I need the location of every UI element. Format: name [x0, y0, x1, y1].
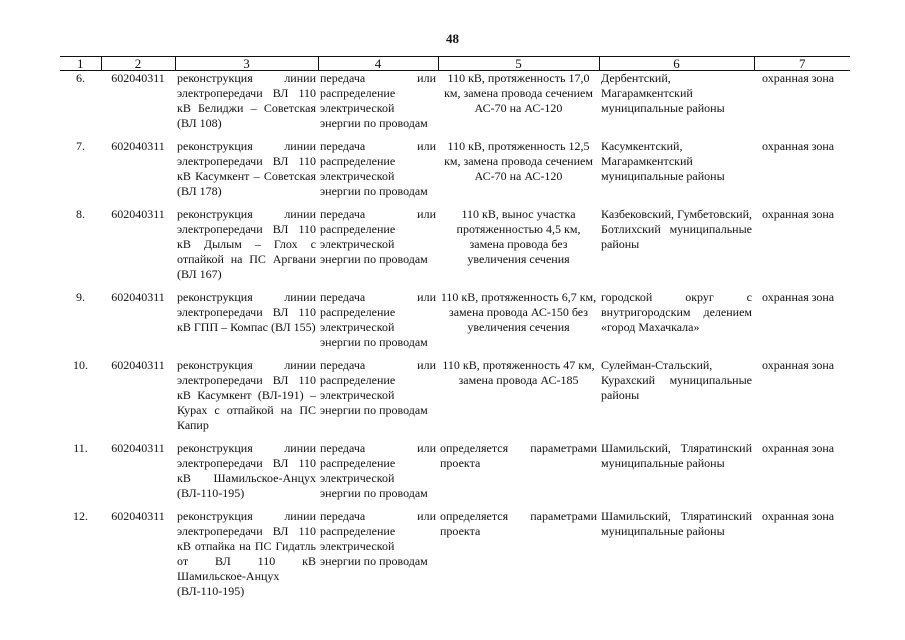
column-header: 4	[318, 57, 438, 71]
object-code: 602040311	[111, 71, 165, 85]
object-purpose: передача или распределение электрической энергии по проводам	[320, 139, 436, 198]
object-code: 602040311	[111, 358, 165, 372]
table-row	[60, 509, 850, 599]
object-location: Касумкентский, Магарамкентский муниципальные районы	[601, 139, 725, 183]
object-purpose: передача или распределение электрической энергии по проводам	[320, 509, 436, 568]
object-parameters: 110 кВ, протяженность 6,7 км, замена провода АС-150 без увеличения сечения	[440, 290, 597, 334]
object-purpose: передача или распределение электрической энергии по проводам	[320, 290, 436, 349]
object-name: реконструкция линии электропередачи ВЛ 110 кВ Шамильское-Анцух (ВЛ-110-195)	[177, 441, 316, 500]
object-location: Шамильский, Тляратинский муниципальные районы	[601, 509, 752, 538]
object-purpose: передача или распределение электрической энергии по проводам	[320, 207, 436, 266]
object-code: 602040311	[111, 290, 165, 304]
object-code: 602040311	[111, 441, 165, 455]
zone-type: охранная зона	[762, 509, 835, 523]
object-code: 602040311	[111, 207, 165, 221]
column-header: 2	[101, 57, 175, 71]
table-row	[60, 207, 850, 282]
object-name: реконструкция линии электропередачи ВЛ 110 кВ ГПП – Компас (ВЛ 155)	[177, 290, 316, 334]
row-number: 6.	[76, 71, 85, 85]
object-location: Шамильский, Тляратинский муниципальные районы	[601, 441, 752, 470]
zone-type: охранная зона	[762, 441, 835, 455]
object-parameters: 110 кВ, протяженность 17,0 км, замена провода сечением АС-70 на АС-120	[444, 71, 593, 115]
table-row	[60, 441, 850, 501]
object-parameters: 110 кВ, протяженность 47 км, замена провода АС-185	[442, 358, 595, 387]
column-header: 5	[438, 57, 599, 71]
page-number: 48	[446, 31, 459, 46]
row-number: 9.	[76, 290, 85, 304]
object-location: Казбековский, Гумбетовский, Ботлихский муниципальные районы	[601, 207, 752, 251]
column-header: 7	[754, 57, 850, 71]
object-purpose: передача или распределение электрической энергии по проводам	[320, 71, 436, 130]
object-purpose: передача или распределение электрической энергии по проводам	[320, 441, 436, 500]
zone-type: охранная зона	[762, 139, 835, 153]
object-name: реконструкция линии электропередачи ВЛ 110 кВ Белиджи – Советская (ВЛ 108)	[177, 71, 316, 130]
object-code: 602040311	[111, 139, 165, 153]
object-parameters: определяется параметрами проекта	[440, 509, 597, 538]
row-number: 10.	[73, 358, 88, 372]
object-parameters: 110 кВ, протяженность 12,5 км, замена провода сечением АС-70 на АС-120	[444, 139, 593, 183]
table-row	[60, 71, 850, 132]
zone-type: охранная зона	[762, 207, 835, 221]
zone-type: охранная зона	[762, 290, 835, 304]
object-name: реконструкция линии электропередачи ВЛ 110 кВ Касумкент (ВЛ-191) – Курах с отпайкой на ПС Капир	[177, 358, 316, 432]
row-number: 11.	[73, 441, 88, 455]
zone-type: охранная зона	[762, 71, 835, 85]
column-header: 6	[599, 57, 754, 71]
row-number: 7.	[76, 139, 85, 153]
object-name: реконструкция линии электропередачи ВЛ 110 кВ Касумкент – Советская (ВЛ 178)	[177, 139, 316, 198]
object-purpose: передача или распределение электрической энергии по проводам	[320, 358, 436, 417]
object-code: 602040311	[111, 509, 165, 523]
table-row	[60, 290, 850, 350]
object-location: Сулейман-Стальский, Курахский муниципальные районы	[601, 358, 752, 402]
object-name: реконструкция линии электропередачи ВЛ 110 кВ Дылым – Глох с отпайкой на ПС Аргвани (ВЛ 167)	[177, 207, 316, 281]
column-header: 3	[175, 57, 318, 71]
column-number-header-row	[60, 57, 850, 71]
object-parameters: определяется параметрами проекта	[440, 441, 597, 470]
object-location: городской округ с внутригородским делением «город Махачкала»	[601, 290, 752, 334]
object-location: Дербентский, Магарамкентский муниципальные районы	[601, 71, 725, 115]
object-name: реконструкция линии электропередачи ВЛ 110 кВ отпайка на ПС Гидатль от ВЛ 110 кВ Шамильское-Анцух (ВЛ-110-195)	[177, 509, 316, 598]
row-number: 12.	[73, 509, 88, 523]
column-header: 1	[60, 57, 101, 71]
zone-type: охранная зона	[762, 358, 835, 372]
object-parameters: 110 кВ, вынос участка протяженностью 4,5 км, замена провода без увеличения сечения	[456, 207, 581, 266]
table-row	[60, 139, 850, 199]
row-number: 8.	[76, 207, 85, 221]
infrastructure-table	[60, 56, 850, 599]
table-row	[60, 358, 850, 433]
